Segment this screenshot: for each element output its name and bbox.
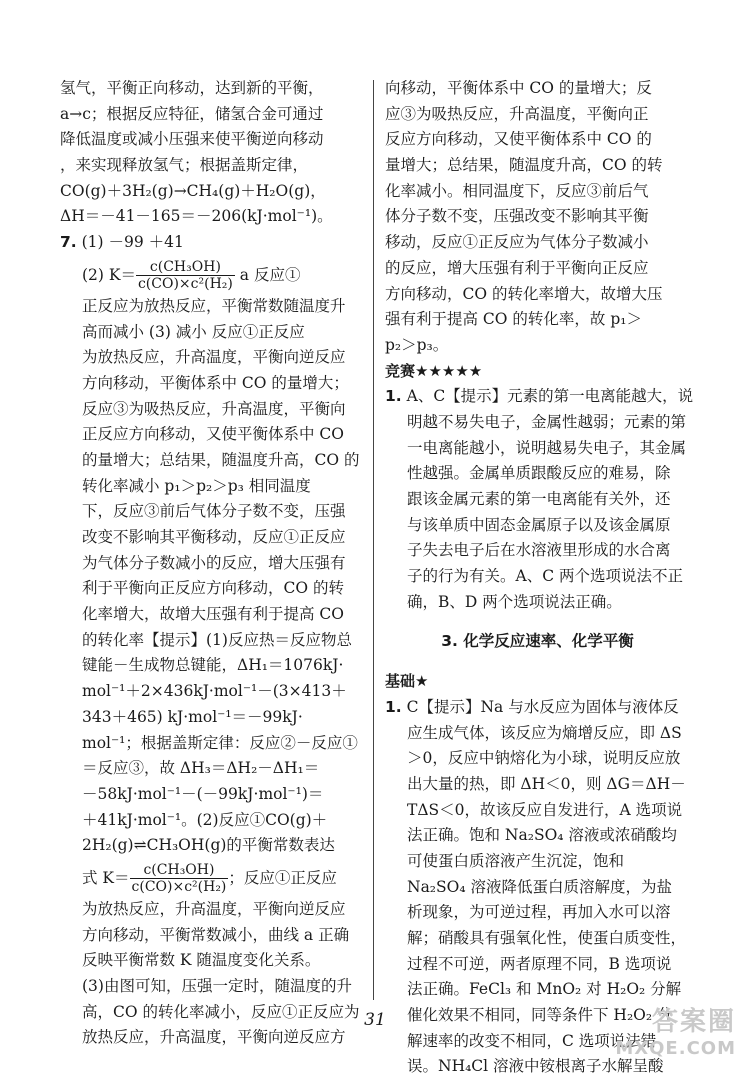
- text-line: 方向移动，CO 的转化率增大，故增大压: [385, 282, 690, 308]
- text-line: 移动，反应①正反应为气体分子数减小: [385, 230, 690, 256]
- text-line: 正反应为放热反应，平衡常数随温度升: [82, 294, 365, 320]
- text-line: 可使蛋白质溶液产生沉淀，饱和: [407, 849, 690, 875]
- question-number: 7.: [60, 233, 77, 251]
- text-line: (3)由图可知，压强一定时，随温度的升: [82, 974, 365, 1000]
- text-line: ＋41kJ·mol⁻¹。(2)反应①CO(g)＋: [82, 808, 365, 834]
- text-line: 确，B、D 两个选项说法正确。: [407, 590, 690, 616]
- text-line: mol⁻¹＋2×436kJ·mol⁻¹－(3×413＋: [82, 679, 365, 705]
- text-line: 与该单质中固态金属原子以及该金属原: [407, 513, 690, 539]
- text-line: ＝反应③，故 ΔH₃＝ΔH₂－ΔH₁＝: [82, 756, 365, 782]
- question-number: 1.: [385, 698, 402, 716]
- text-line: TΔS＜0，故该反应自发进行，A 选项说: [407, 798, 690, 824]
- text-line: a→c；根据反应特征，储氢合金可通过: [60, 102, 365, 128]
- competition-heading: 竞赛★★★★★: [385, 359, 690, 385]
- watermark-bottom-text: MXQE.COM: [615, 1038, 736, 1059]
- text-line: 高而减小 (3) 减小 反应①正反应: [82, 320, 365, 346]
- text-line: 利于平衡向正反应方向移动，CO 的转: [82, 576, 365, 602]
- text-line: 解；硝酸具有强氧化性，使蛋白质变性，: [407, 926, 690, 952]
- text-line: 催化效果不相同，同等条件下 H₂O₂ 分: [407, 1003, 690, 1029]
- formula-prefix: 式 K＝: [82, 869, 130, 887]
- text-line: 放热反应，升高温度，平衡向逆反应方: [82, 1025, 365, 1051]
- text-line: 法正确。FeCl₃ 和 MnO₂ 对 H₂O₂ 分解: [407, 977, 690, 1003]
- watermark-top-text: 答案圈: [615, 1001, 736, 1038]
- text-line: p₂＞p₃。: [385, 333, 690, 359]
- section-title: 3. 化学反应速率、化学平衡: [385, 629, 690, 655]
- text-line: 化率减小。相同温度下，反应③前后气: [385, 179, 690, 205]
- text-line: 应③为吸热反应，升高温度，平衡向正: [385, 102, 690, 128]
- text-line: CO(g)＋3H₂(g)→CH₄(g)＋H₂O(g)，: [60, 179, 365, 205]
- text-line: 降低温度或减小压强来使平衡逆向移动: [60, 127, 365, 153]
- text-line: 的反应，增大压强有利于平衡向正反应: [385, 256, 690, 282]
- right-continuation-lines: [385, 76, 690, 359]
- text-line: 高，CO 的转化率减小，反应①正反应为: [82, 1000, 365, 1026]
- answer-text: (1) －99 ＋41: [82, 233, 184, 251]
- text-line: 氢气，平衡正向移动，达到新的平衡，: [60, 76, 365, 102]
- text-line: 跟该金属元素的第一电离能有关外，还: [407, 487, 690, 513]
- text-line: 反应③为吸热反应，升高温度，平衡向: [82, 397, 365, 423]
- text-line: ＞0，反应中钠熔化为小球，说明反应放: [407, 746, 690, 772]
- text-line: 一电离能越小，说明越易失电子，其金属: [407, 436, 690, 462]
- basic-heading: 基础★: [385, 669, 690, 695]
- text-line: 子失去电子后在水溶液里形成的水合离: [407, 538, 690, 564]
- question-number: 1.: [385, 387, 402, 405]
- text-line: 应生成气体，该反应为熵增反应，即 ΔS: [407, 721, 690, 747]
- equilibrium-expression-line: [60, 859, 365, 897]
- text-line: mol⁻¹；根据盖斯定律：反应②－反应①: [82, 731, 365, 757]
- watermark-logo: [615, 1001, 736, 1059]
- fraction-numerator: c(CH₃OH): [130, 862, 229, 879]
- competition-question-1: [385, 384, 690, 410]
- formula-prefix: (2) K＝: [82, 266, 136, 284]
- fraction: [136, 259, 235, 292]
- formula-suffix: a 反应①: [235, 266, 301, 284]
- text-line: ，来实现释放氢气；根据盖斯定律，: [60, 153, 365, 179]
- column-divider: [373, 80, 374, 1000]
- text-line: 反映平衡常数 K 随温度变化关系。: [82, 948, 365, 974]
- formula-suffix: ；反应①正反应: [228, 869, 337, 887]
- right-column: [385, 76, 690, 1080]
- text-line: 量增大；总结果，随温度升高，CO 的转: [385, 153, 690, 179]
- question-7-part1: [60, 230, 365, 256]
- text-line: 为气体分子数减小的反应，增大压强有: [82, 551, 365, 577]
- text-line: 的转化率【提示】(1)反应热＝反应物总: [82, 628, 365, 654]
- text-line: 转化率减小 p₁＞p₂＞p₃ 相同温度: [82, 474, 365, 500]
- text-line: 误。NH₄Cl 溶液中铵根离子水解呈酸: [407, 1054, 690, 1080]
- fraction: [130, 862, 229, 895]
- text-line: 反应方向移动，又使平衡体系中 CO 的: [385, 127, 690, 153]
- text-line: 正反应方向移动，又使平衡体系中 CO: [82, 422, 365, 448]
- left-intro-lines: [60, 76, 365, 230]
- text-line: 明越不易失电子，金属性越弱；元素的第: [407, 410, 690, 436]
- text-line: ΔH＝－41－165＝－206(kJ·mol⁻¹)。: [60, 204, 365, 230]
- competition-explanation: [385, 410, 690, 616]
- text-line: 法正确。饱和 Na₂SO₄ 溶液或浓硝酸均: [407, 823, 690, 849]
- text-line: 为放热反应，升高温度，平衡向逆反应: [82, 897, 365, 923]
- left-column: [60, 76, 365, 1051]
- answer-text: C【提示】Na 与水反应为固体与液体反: [407, 698, 679, 716]
- text-line: 343＋465) kJ·mol⁻¹＝－99kJ·: [82, 705, 365, 731]
- text-line: 解速率的改变不相同，C 选项说法错: [407, 1029, 690, 1055]
- text-line: －58kJ·mol⁻¹－(－99kJ·mol⁻¹)＝: [82, 782, 365, 808]
- text-line: 键能－生成物总键能，ΔH₁＝1076kJ·: [82, 653, 365, 679]
- text-line: 性越强。金属单质跟酸反应的难易，除: [407, 461, 690, 487]
- text-line: 为放热反应，升高温度，平衡向逆反应: [82, 345, 365, 371]
- page-number: 31: [0, 1010, 750, 1030]
- text-line: 的量增大；总结果，随温度升高，CO 的: [82, 448, 365, 474]
- fraction-denominator: c(CO)×c²(H₂): [136, 276, 235, 292]
- text-line: 过程不可逆，两者原理不同，B 选项说: [407, 952, 690, 978]
- basic-question-1: [385, 695, 690, 721]
- text-line: 2H₂(g)⇌CH₃OH(g)的平衡常数表达: [82, 833, 365, 859]
- equilibrium-constant-line: [60, 256, 365, 294]
- text-line: 方向移动，平衡常数减小，曲线 a 正确: [82, 923, 365, 949]
- question-7-explanation: [60, 294, 365, 859]
- text-line: 体分子数不变，压强改变不影响其平衡: [385, 204, 690, 230]
- text-line: 改变不影响其平衡移动，反应①正反应: [82, 525, 365, 551]
- fraction-numerator: c(CH₃OH): [136, 259, 235, 276]
- text-line: 子的行为有关。A、C 两个选项说法不正: [407, 564, 690, 590]
- fraction-denominator: c(CO)×c²(H₂): [130, 879, 229, 895]
- text-line: 向移动，平衡体系中 CO 的量增大；反: [385, 76, 690, 102]
- text-line: Na₂SO₄ 溶液降低蛋白质溶解度，为盐: [407, 875, 690, 901]
- text-line: 化率增大，故增大压强有利于提高 CO: [82, 602, 365, 628]
- text-line: 强有利于提高 CO 的转化率，故 p₁＞: [385, 307, 690, 333]
- text-line: 下，反应③前后气体分子数不变，压强: [82, 499, 365, 525]
- text-line: 出大量的热，即 ΔH＜0，则 ΔG＝ΔH－: [407, 772, 690, 798]
- text-line: 析现象，为可逆过程，再加入水可以溶: [407, 900, 690, 926]
- answer-text: A、C【提示】元素的第一电离能越大，说: [407, 387, 694, 405]
- text-line: 方向移动，平衡体系中 CO 的量增大；: [82, 371, 365, 397]
